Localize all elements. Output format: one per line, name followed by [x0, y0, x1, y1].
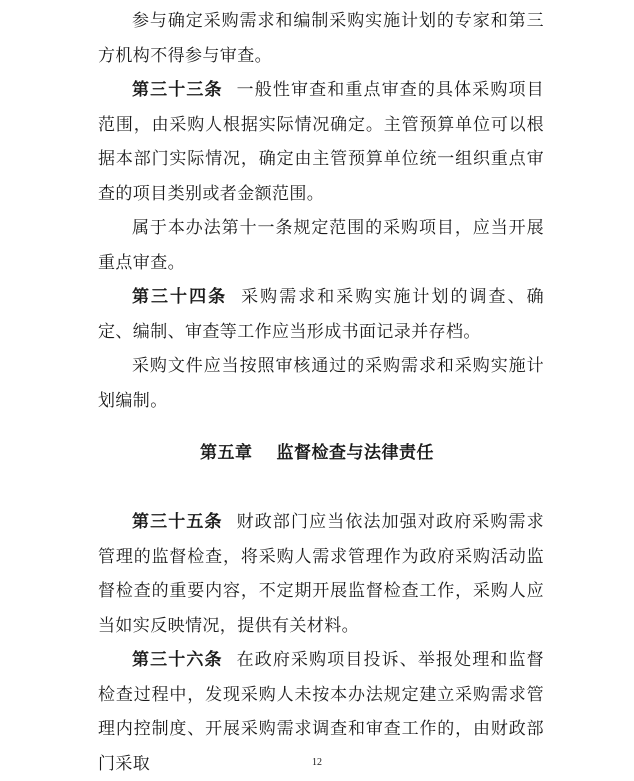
article-33 [98, 73, 544, 211]
paragraph-text: 采购需求和采购实施计划的调查、确定、编制、审查等工作应当形成书面记录并存档。 [98, 287, 545, 342]
chapter-title: 监督检查与法律责任 [276, 443, 434, 463]
article-35 [98, 505, 544, 643]
paragraph-text: 属于本办法第十一条规定范围的采购项目，应当开展重点审查。 [98, 218, 544, 273]
paragraph-text: 财政部门应当依法加强对政府采购需求管理的监督检查，将采购人需求管理作为政府采购活动监督检查的重要内容，不定期开展监督检查工作，采购人应当如实反映情况，提供有关材料。 [98, 512, 544, 636]
article-number: 第三十六条 [132, 650, 223, 670]
page-number: 12 [312, 757, 322, 768]
paragraph-text: 参与确定采购需求和编制采购实施计划的专家和第三方机构不得参与审查。 [98, 11, 544, 66]
chapter-heading [0, 438, 634, 468]
paragraph-procurement-documents [98, 349, 544, 418]
article-number: 第三十三条 [132, 80, 223, 100]
paragraph-text: 一般性审查和重点审查的具体采购项目范围，由采购人根据实际情况确定。主管预算单位可以根据本部门实际情况，确定由主管预算单位统一组织重点审查的项目类别或者金额范围。 [98, 80, 544, 204]
article-34 [98, 280, 544, 349]
article-number: 第三十五条 [132, 512, 223, 532]
paragraph-text: 在政府采购项目投诉、举报处理和监督检查过程中，发现采购人未按本办法规定建立采购需求管理内控制度、开展采购需求调查和审查工作的，由财政部门采取 [98, 650, 544, 774]
paragraph-expert-exclusion [98, 4, 544, 73]
paragraph-text: 采购文件应当按照审核通过的采购需求和采购实施计划编制。 [98, 356, 544, 411]
article-number: 第三十四条 [132, 287, 228, 307]
chapter-number: 第五章 [200, 443, 253, 463]
paragraph-key-review-scope [98, 211, 544, 280]
